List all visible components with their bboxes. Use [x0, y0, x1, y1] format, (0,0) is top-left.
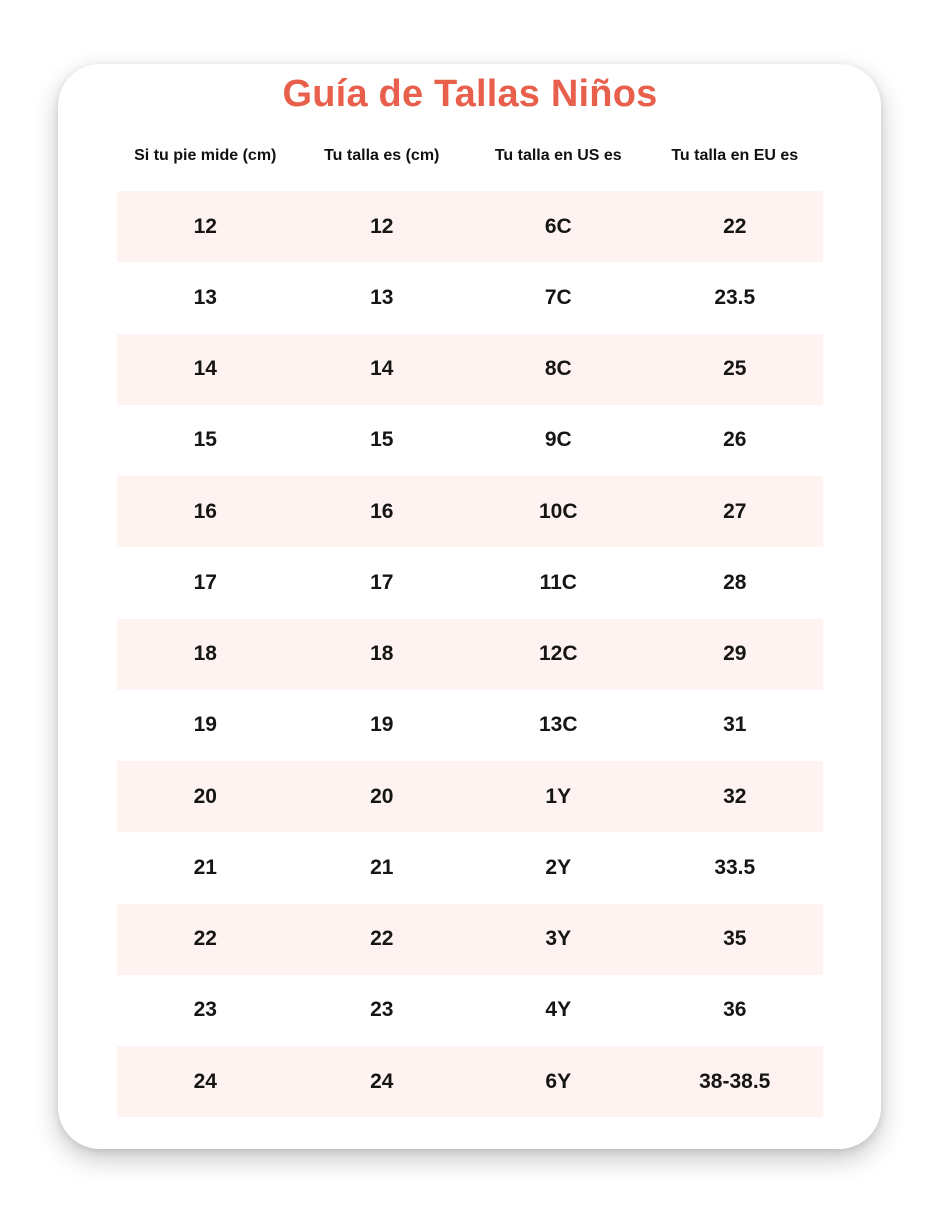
cell-size-cm: 13	[370, 285, 394, 309]
table-row	[117, 1046, 823, 1117]
cell-size-us: 6C	[544, 214, 572, 238]
cell-foot-length: 14	[193, 357, 217, 381]
cell-size-eu: 25	[723, 357, 747, 381]
cell-size-cm: 21	[370, 855, 394, 879]
cell-size-eu: 31	[723, 713, 747, 737]
cell-size-eu: 28	[723, 570, 747, 594]
cell-size-eu: 22	[723, 214, 747, 238]
cell-size-eu: 29	[723, 642, 747, 666]
cell-size-us: 11C	[539, 570, 577, 594]
table-row	[117, 476, 823, 547]
cell-size-cm: 16	[370, 499, 394, 523]
table-row	[117, 904, 823, 975]
table-body	[117, 191, 823, 1117]
cell-foot-length: 15	[193, 428, 217, 452]
cell-size-cm: 12	[370, 214, 394, 238]
cell-foot-length: 16	[193, 499, 217, 523]
cell-size-us: 2Y	[545, 855, 572, 879]
cell-size-eu: 27	[723, 499, 747, 523]
cell-size-us: 10C	[538, 499, 578, 523]
cell-foot-length: 17	[193, 570, 217, 594]
cell-size-eu: 33.5	[714, 855, 756, 879]
cell-size-eu: 32	[723, 784, 747, 808]
cell-size-cm: 22	[370, 927, 394, 951]
cell-foot-length: 19	[193, 713, 217, 737]
cell-size-us: 3Y	[545, 927, 572, 951]
cell-size-eu: 36	[723, 998, 747, 1022]
cell-size-us: 12C	[538, 642, 578, 666]
cell-size-cm: 20	[370, 784, 394, 808]
table-row	[117, 975, 823, 1046]
cell-size-us: 7C	[544, 285, 572, 309]
table-row	[117, 832, 823, 903]
table-header	[117, 140, 823, 172]
cell-foot-length: 18	[193, 642, 217, 666]
header-size-us: Tu talla en US es	[494, 147, 622, 164]
cell-size-cm: 14	[370, 357, 394, 381]
cell-size-us: 1Y	[545, 784, 572, 808]
cell-size-us: 8C	[544, 357, 572, 381]
cell-foot-length: 21	[193, 855, 217, 879]
table-row	[117, 334, 823, 405]
header-size-eu: Tu talla en EU es	[671, 147, 799, 164]
cell-foot-length: 20	[193, 784, 217, 808]
table-row	[117, 761, 823, 832]
cell-foot-length: 13	[193, 285, 217, 309]
cell-size-cm: 19	[370, 713, 394, 737]
cell-size-cm: 17	[370, 570, 394, 594]
cell-size-us: 4Y	[545, 998, 572, 1022]
cell-foot-length: 23	[193, 998, 217, 1022]
cell-size-eu: 38-38.5	[699, 1069, 771, 1093]
cell-foot-length: 22	[193, 927, 217, 951]
table-row	[117, 690, 823, 761]
cell-size-cm: 15	[370, 428, 394, 452]
table-row	[117, 262, 823, 333]
table-row	[117, 405, 823, 476]
cell-size-eu: 26	[723, 428, 747, 452]
cell-foot-length: 24	[193, 1069, 217, 1093]
cell-foot-length: 12	[193, 214, 217, 238]
table-row	[117, 619, 823, 690]
cell-size-cm: 24	[370, 1069, 394, 1093]
cell-size-cm: 23	[370, 998, 394, 1022]
page-title: Guía de Tallas Niños	[282, 73, 658, 115]
cell-size-us: 6Y	[545, 1069, 572, 1093]
cell-size-us: 13C	[538, 713, 578, 737]
cell-size-eu: 35	[723, 927, 747, 951]
header-foot-length: Si tu pie mide (cm)	[134, 147, 277, 164]
header-size-cm: Tu talla es (cm)	[324, 147, 440, 164]
table-row	[117, 547, 823, 618]
cell-size-cm: 18	[370, 642, 394, 666]
cell-size-eu: 23.5	[714, 285, 756, 309]
cell-size-us: 9C	[544, 428, 572, 452]
table-row	[117, 191, 823, 262]
